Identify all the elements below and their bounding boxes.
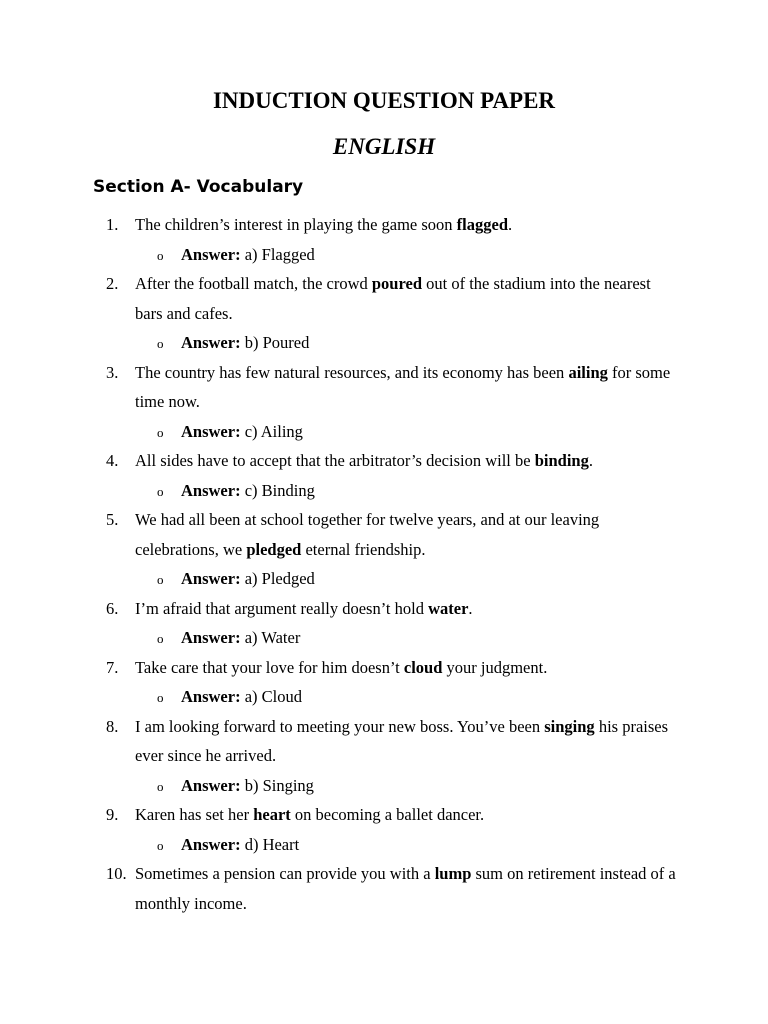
bullet-icon: o xyxy=(157,631,164,646)
question-number: 7. xyxy=(106,657,119,677)
bullet-icon: o xyxy=(157,247,164,263)
answer-label: Answer: xyxy=(181,480,241,500)
answer-label: Answer: xyxy=(181,834,241,854)
question-item xyxy=(0,210,768,240)
question-number: 2. xyxy=(106,274,119,293)
answer-value: b) Poured xyxy=(244,333,310,352)
answer-label: Answer: xyxy=(181,421,241,441)
question-text: Take care that your love for him doesn’t xyxy=(135,657,404,677)
question-text: The children’s interest in playing the game soon xyxy=(135,215,457,234)
keyword: ailing xyxy=(568,362,608,382)
question-text: After the football match, the crowd xyxy=(135,274,372,293)
answer-value: a) Cloud xyxy=(244,687,302,706)
question-item xyxy=(0,358,768,417)
paper-title: INDUCTION QUESTION PAPER xyxy=(212,88,556,113)
bullet-icon: o xyxy=(157,483,164,499)
question-item xyxy=(0,269,768,328)
answer-label: Answer: xyxy=(181,244,241,264)
question-text-end: . xyxy=(588,451,593,470)
keyword: flagged xyxy=(456,215,509,234)
answer-item xyxy=(0,830,768,860)
answer-item xyxy=(0,417,768,447)
question-item xyxy=(0,712,768,771)
question-number: 9. xyxy=(106,805,119,824)
answer-value: a) Flagged xyxy=(244,244,315,264)
question-text: Karen has set her xyxy=(135,805,254,824)
question-number: 5. xyxy=(106,510,119,529)
question-text: We had all been at school together for twelve years, and at our leaving celebrations, we xyxy=(135,510,600,559)
keyword: singing xyxy=(544,716,595,736)
question-text-end: your judgment. xyxy=(442,657,548,677)
answer-value: c) Ailing xyxy=(244,421,303,441)
question-number: 10. xyxy=(106,864,127,883)
keyword: water xyxy=(428,598,469,618)
answer-item xyxy=(0,771,768,801)
answer-label: Answer: xyxy=(181,333,241,352)
question-text-end: eternal friendship. xyxy=(301,539,426,559)
answer-value: c) Binding xyxy=(244,480,315,500)
answer-label: Answer: xyxy=(181,687,241,706)
answer-item xyxy=(0,682,768,712)
answer-item xyxy=(0,240,768,270)
question-item xyxy=(0,653,768,683)
question-item xyxy=(0,446,768,476)
bullet-icon: o xyxy=(157,424,164,440)
subject-title: ENGLISH xyxy=(332,134,436,159)
question-text: I’m afraid that argument really doesn’t hold xyxy=(135,598,429,618)
question-text: All sides have to accept that the arbitrator’s decision will be xyxy=(135,451,535,470)
answer-item xyxy=(0,476,768,506)
question-item xyxy=(0,859,768,918)
bullet-icon: o xyxy=(157,837,164,853)
question-text-end: on becoming a ballet dancer. xyxy=(290,805,485,824)
keyword: poured xyxy=(371,274,423,293)
answer-label: Answer: xyxy=(181,775,241,795)
answer-label: Answer: xyxy=(181,569,241,588)
question-text: I am looking forward to meeting your new boss. You’ve been xyxy=(135,716,545,736)
section-heading: Section A- Vocabulary xyxy=(93,177,304,197)
question-number: 6. xyxy=(106,598,119,618)
question-text-end: for some time now. xyxy=(135,362,671,411)
bullet-icon: o xyxy=(157,778,164,794)
bullet-icon: o xyxy=(157,690,164,705)
question-text-end: . xyxy=(468,598,473,618)
question-text-end: his praises ever since he arrived. xyxy=(135,716,669,765)
question-number: 1. xyxy=(106,215,119,234)
question-number: 8. xyxy=(106,716,119,736)
keyword: pledged xyxy=(246,539,302,559)
answer-value: d) Heart xyxy=(244,834,300,854)
question-text-end: out of the stadium into the nearest bars and cafes. xyxy=(135,274,651,323)
bullet-icon: o xyxy=(157,336,164,351)
question-item xyxy=(0,594,768,624)
question-number: 4. xyxy=(106,451,119,470)
question-text: Sometimes a pension can provide you with a xyxy=(135,864,435,883)
question-text-end: . xyxy=(508,215,513,234)
answer-value: a) Pledged xyxy=(244,569,315,588)
question-list xyxy=(0,210,768,918)
answer-label: Answer: xyxy=(181,628,241,647)
question-item xyxy=(0,505,768,564)
keyword: lump xyxy=(434,864,472,883)
question-text: The country has few natural resources, and its economy has been xyxy=(135,362,569,382)
bullet-icon: o xyxy=(157,572,164,587)
keyword: heart xyxy=(253,805,291,824)
answer-value: b) Singing xyxy=(244,775,314,795)
question-item xyxy=(0,800,768,830)
answer-item xyxy=(0,328,768,358)
keyword: binding xyxy=(534,451,589,470)
answer-value: a) Water xyxy=(244,628,301,647)
answer-item xyxy=(0,623,768,653)
answer-item xyxy=(0,564,768,594)
question-number: 3. xyxy=(106,362,119,382)
keyword: cloud xyxy=(403,657,443,677)
question-text-end: sum on retirement instead of a monthly income. xyxy=(135,864,676,913)
